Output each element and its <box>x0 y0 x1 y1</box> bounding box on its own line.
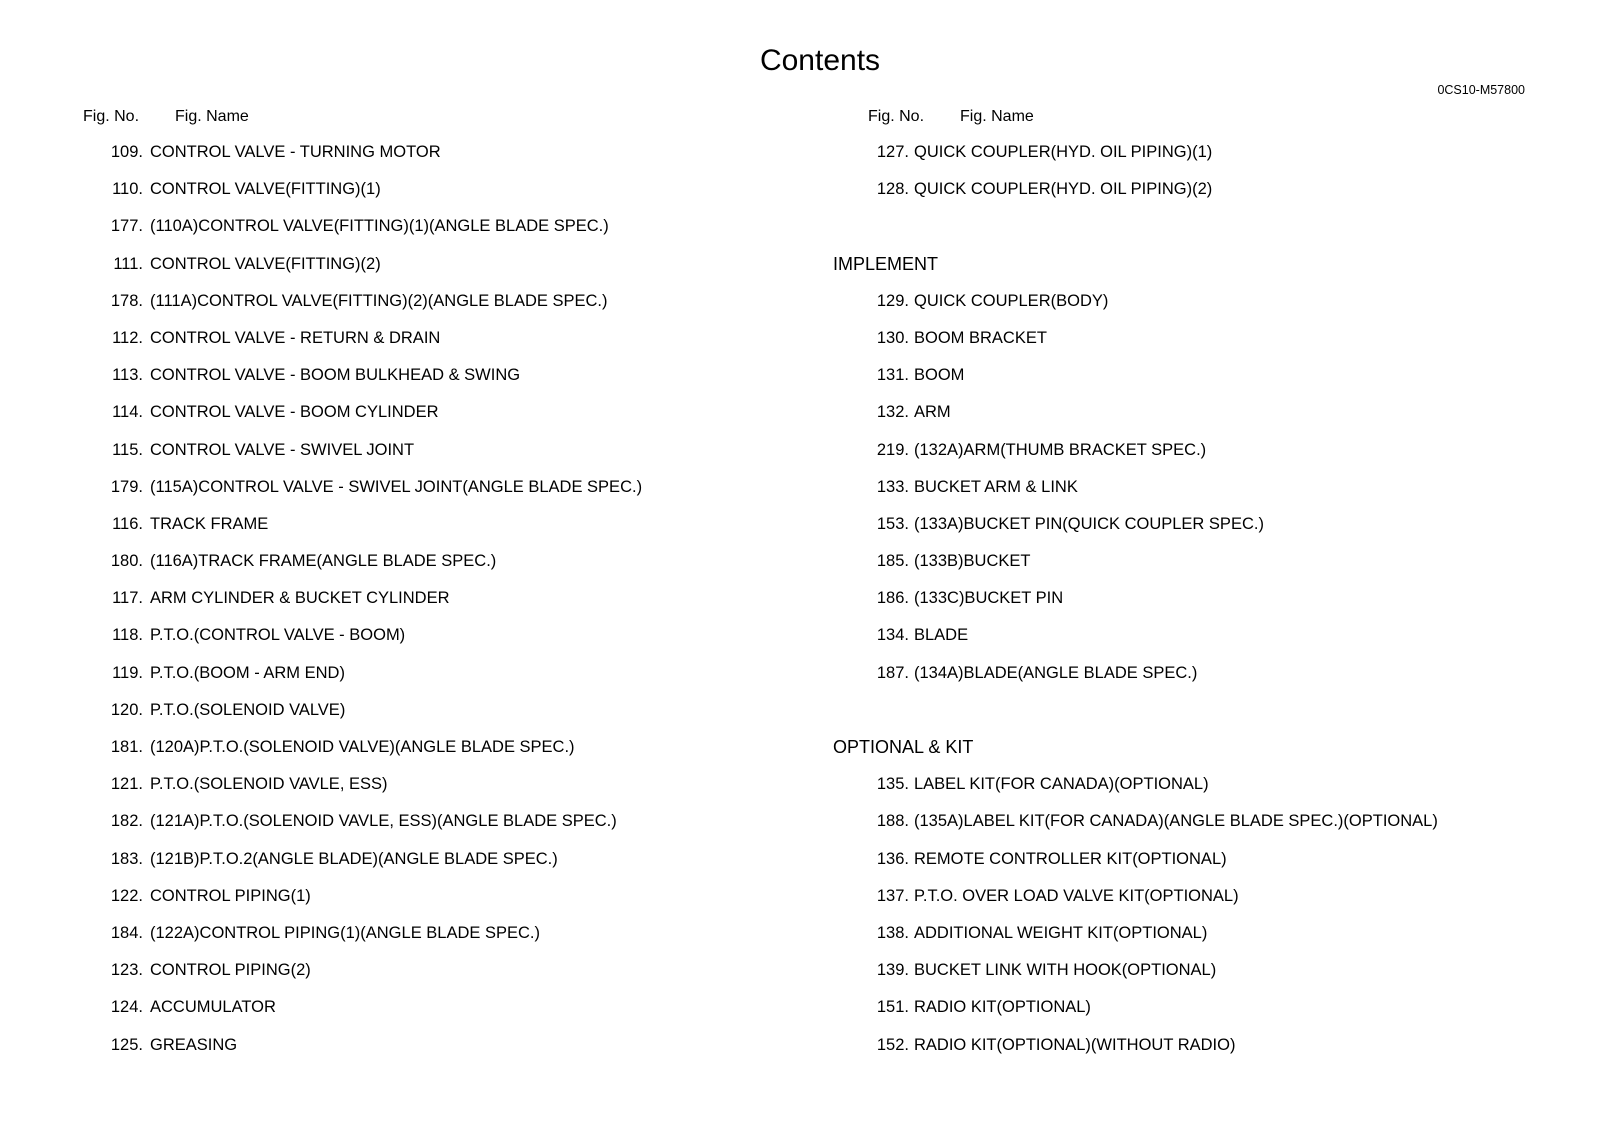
fig-number: 188. <box>876 812 909 831</box>
fig-name: ACCUMULATOR <box>150 998 276 1017</box>
contents-entry[interactable] <box>0 960 760 997</box>
fig-name: CONTROL VALVE(FITTING)(2) <box>150 254 381 273</box>
fig-name: BUCKET ARM & LINK <box>914 477 1078 496</box>
contents-entry[interactable] <box>830 291 1590 328</box>
contents-entry[interactable] <box>830 588 1590 625</box>
fig-name: CONTROL VALVE - TURNING MOTOR <box>150 143 441 161</box>
fig-number: 132. <box>876 403 909 422</box>
contents-entry[interactable] <box>830 849 1590 886</box>
contents-entry[interactable] <box>830 514 1590 551</box>
fig-number: 133. <box>876 477 909 496</box>
contents-entry[interactable] <box>830 328 1590 365</box>
fig-name: P.T.O.(BOOM - ARM END) <box>150 663 345 682</box>
contents-entry[interactable] <box>830 774 1590 811</box>
contents-entry[interactable] <box>0 254 760 291</box>
fig-number: 152. <box>876 1035 909 1054</box>
fig-number: 122. <box>110 886 143 905</box>
contents-entry[interactable] <box>0 700 760 737</box>
contents-entry[interactable] <box>0 440 760 477</box>
fig-number: 111. <box>113 254 143 273</box>
contents-entry[interactable] <box>0 514 760 551</box>
contents-entry[interactable] <box>0 291 760 328</box>
implement-entries <box>830 291 1590 700</box>
fig-name: (134A)BLADE(ANGLE BLADE SPEC.) <box>914 663 1198 682</box>
contents-entry[interactable] <box>0 142 760 179</box>
contents-entry[interactable] <box>830 625 1590 662</box>
fig-number: 127. <box>876 143 909 161</box>
fig-name: (133B)BUCKET <box>914 552 1031 571</box>
fig-name: CONTROL VALVE - BOOM CYLINDER <box>150 403 439 422</box>
contents-entry[interactable] <box>0 328 760 365</box>
contents-entry[interactable] <box>0 997 760 1034</box>
fig-name: TRACK FRAME <box>150 514 269 533</box>
fig-no-header: Fig. No. <box>83 108 140 125</box>
fig-number: 121. <box>110 775 143 794</box>
fig-name: CONTROL VALVE - SWIVEL JOINT <box>150 440 415 459</box>
page-title: Contents <box>759 44 881 77</box>
fig-name: (115A)CONTROL VALVE - SWIVEL JOINT(ANGLE BLADE SPEC.) <box>150 477 643 496</box>
fig-name: BOOM <box>914 366 965 385</box>
fig-number: 219. <box>876 440 909 459</box>
fig-name: CONTROL VALVE - RETURN & DRAIN <box>150 328 441 347</box>
fig-number: 117. <box>112 589 143 608</box>
left-contents-column <box>0 142 760 1072</box>
fig-name: (110A)CONTROL VALVE(FITTING)(1)(ANGLE BLADE SPEC.) <box>150 217 609 236</box>
fig-number: 115. <box>112 440 143 459</box>
fig-number: 109. <box>110 143 143 161</box>
optional-entries <box>830 774 1590 1072</box>
fig-name: (133A)BUCKET PIN(QUICK COUPLER SPEC.) <box>914 514 1264 533</box>
contents-entry[interactable] <box>0 588 760 625</box>
fig-name: P.T.O.(CONTROL VALVE - BOOM) <box>150 626 406 645</box>
fig-number: 177. <box>110 217 143 236</box>
fig-number: 180. <box>110 552 143 571</box>
fig-number: 185. <box>876 552 909 571</box>
fig-number: 123. <box>110 961 143 980</box>
spacer <box>830 700 1590 737</box>
fig-number: 114. <box>112 403 143 422</box>
contents-entry[interactable] <box>830 886 1590 923</box>
contents-entry[interactable] <box>0 625 760 662</box>
fig-name: (133C)BUCKET PIN <box>914 589 1064 608</box>
fig-number: 124. <box>110 998 143 1017</box>
fig-name: BLADE <box>914 626 969 645</box>
fig-name: CONTROL VALVE(FITTING)(1) <box>150 180 381 199</box>
fig-name: QUICK COUPLER(HYD. OIL PIPING)(1) <box>914 143 1213 161</box>
contents-entry[interactable] <box>830 179 1590 216</box>
fig-name: CONTROL VALVE - BOOM BULKHEAD & SWING <box>150 366 521 385</box>
fig-number: 130. <box>876 328 909 347</box>
fig-name: (122A)CONTROL PIPING(1)(ANGLE BLADE SPEC.) <box>150 923 540 942</box>
right-column-header <box>868 107 1034 127</box>
fig-number: 138. <box>876 923 909 942</box>
contents-entry[interactable] <box>830 402 1590 439</box>
document-code: 0CS10-M57800 <box>1437 83 1525 97</box>
fig-number: 110. <box>112 180 143 199</box>
contents-entry[interactable] <box>0 774 760 811</box>
fig-name: CONTROL PIPING(1) <box>150 886 311 905</box>
contents-entry[interactable] <box>830 142 1590 179</box>
fig-number: 135. <box>876 775 909 794</box>
fig-name: ADDITIONAL WEIGHT KIT(OPTIONAL) <box>914 923 1208 942</box>
fig-number: 137. <box>876 886 909 905</box>
contents-entry[interactable] <box>830 440 1590 477</box>
fig-number: 112. <box>112 328 143 347</box>
contents-entry[interactable] <box>830 923 1590 960</box>
fig-name: REMOTE CONTROLLER KIT(OPTIONAL) <box>914 849 1227 868</box>
fig-name: (116A)TRACK FRAME(ANGLE BLADE SPEC.) <box>150 552 497 571</box>
fig-number: 178. <box>110 291 143 310</box>
right-contents-column <box>830 142 1590 1072</box>
fig-name: (132A)ARM(THUMB BRACKET SPEC.) <box>914 440 1207 459</box>
fig-number: 118. <box>112 626 143 645</box>
fig-name: P.T.O.(SOLENOID VAVLE, ESS) <box>150 775 388 794</box>
fig-number: 119. <box>112 663 143 682</box>
fig-number: 129. <box>876 291 909 310</box>
fig-name: CONTROL PIPING(2) <box>150 961 311 980</box>
spacer <box>830 216 1590 253</box>
fig-number: 128. <box>876 180 909 199</box>
fig-number: 184. <box>110 923 143 942</box>
contents-entry[interactable] <box>0 551 760 588</box>
contents-entry[interactable] <box>0 216 760 253</box>
contents-entry[interactable] <box>0 886 760 923</box>
fig-name-header: Fig. Name <box>960 108 1034 125</box>
contents-entry[interactable] <box>0 663 760 700</box>
contents-entry[interactable] <box>830 365 1590 402</box>
fig-name: P.T.O. OVER LOAD VALVE KIT(OPTIONAL) <box>914 886 1239 905</box>
fig-number: 183. <box>110 849 143 868</box>
fig-name: BUCKET LINK WITH HOOK(OPTIONAL) <box>914 961 1217 980</box>
fig-number: 125. <box>110 1035 143 1054</box>
fig-number: 131. <box>876 366 909 385</box>
contents-entry[interactable] <box>0 477 760 514</box>
fig-number: 179. <box>110 477 143 496</box>
fig-name: (121A)P.T.O.(SOLENOID VAVLE, ESS)(ANGLE BLADE SPEC.) <box>150 812 617 831</box>
fig-name: P.T.O.(SOLENOID VALVE) <box>150 700 346 719</box>
fig-name: GREASING <box>150 1035 238 1054</box>
fig-number: 153. <box>876 514 909 533</box>
contents-entry[interactable] <box>0 179 760 216</box>
right-top-entries <box>830 142 1590 216</box>
fig-no-header: Fig. No. <box>868 108 925 125</box>
fig-name: RADIO KIT(OPTIONAL) <box>914 998 1091 1017</box>
fig-number: 120. <box>110 700 143 719</box>
contents-entry[interactable] <box>0 1035 760 1072</box>
fig-name: RADIO KIT(OPTIONAL)(WITHOUT RADIO) <box>914 1035 1236 1054</box>
fig-name: (120A)P.T.O.(SOLENOID VALVE)(ANGLE BLADE SPEC.) <box>150 738 575 756</box>
fig-number: 134. <box>876 626 909 645</box>
fig-number: 113. <box>112 366 143 385</box>
contents-entry[interactable] <box>0 923 760 960</box>
fig-name: (121B)P.T.O.2(ANGLE BLADE)(ANGLE BLADE SPEC.) <box>150 849 558 868</box>
contents-entry[interactable] <box>830 477 1590 514</box>
left-column-header <box>83 107 249 127</box>
contents-entry[interactable] <box>0 365 760 402</box>
fig-number: 139. <box>876 961 909 980</box>
fig-name: ARM <box>914 403 951 422</box>
contents-entry[interactable] <box>830 960 1590 997</box>
fig-number: 182. <box>110 812 143 831</box>
fig-name: BOOM BRACKET <box>914 328 1047 347</box>
section-heading-optional: OPTIONAL & KIT <box>833 737 974 757</box>
fig-number: 136. <box>876 849 909 868</box>
fig-name: ARM CYLINDER & BUCKET CYLINDER <box>150 589 450 608</box>
fig-number: 181. <box>110 738 143 756</box>
contents-entry[interactable] <box>830 551 1590 588</box>
fig-name: LABEL KIT(FOR CANADA)(OPTIONAL) <box>914 775 1209 794</box>
fig-name: (111A)CONTROL VALVE(FITTING)(2)(ANGLE BLADE SPEC.) <box>150 291 608 310</box>
contents-entry[interactable] <box>0 811 760 848</box>
contents-entry[interactable] <box>830 997 1590 1034</box>
contents-entry[interactable] <box>830 1035 1590 1072</box>
contents-entry[interactable] <box>830 811 1590 848</box>
fig-number: 186. <box>876 589 909 608</box>
fig-name: (135A)LABEL KIT(FOR CANADA)(ANGLE BLADE SPEC.)(OPTIONAL) <box>914 812 1438 831</box>
fig-name-header: Fig. Name <box>175 108 249 125</box>
contents-entry[interactable] <box>830 663 1590 700</box>
fig-name: QUICK COUPLER(BODY) <box>914 291 1109 310</box>
fig-name: QUICK COUPLER(HYD. OIL PIPING)(2) <box>914 180 1213 199</box>
fig-number: 187. <box>876 663 909 682</box>
contents-entry[interactable] <box>0 849 760 886</box>
fig-number: 116. <box>112 514 143 533</box>
fig-number: 151. <box>876 998 909 1017</box>
contents-entry[interactable] <box>0 402 760 439</box>
contents-entry[interactable] <box>0 737 760 774</box>
section-heading-implement: IMPLEMENT <box>833 253 939 274</box>
